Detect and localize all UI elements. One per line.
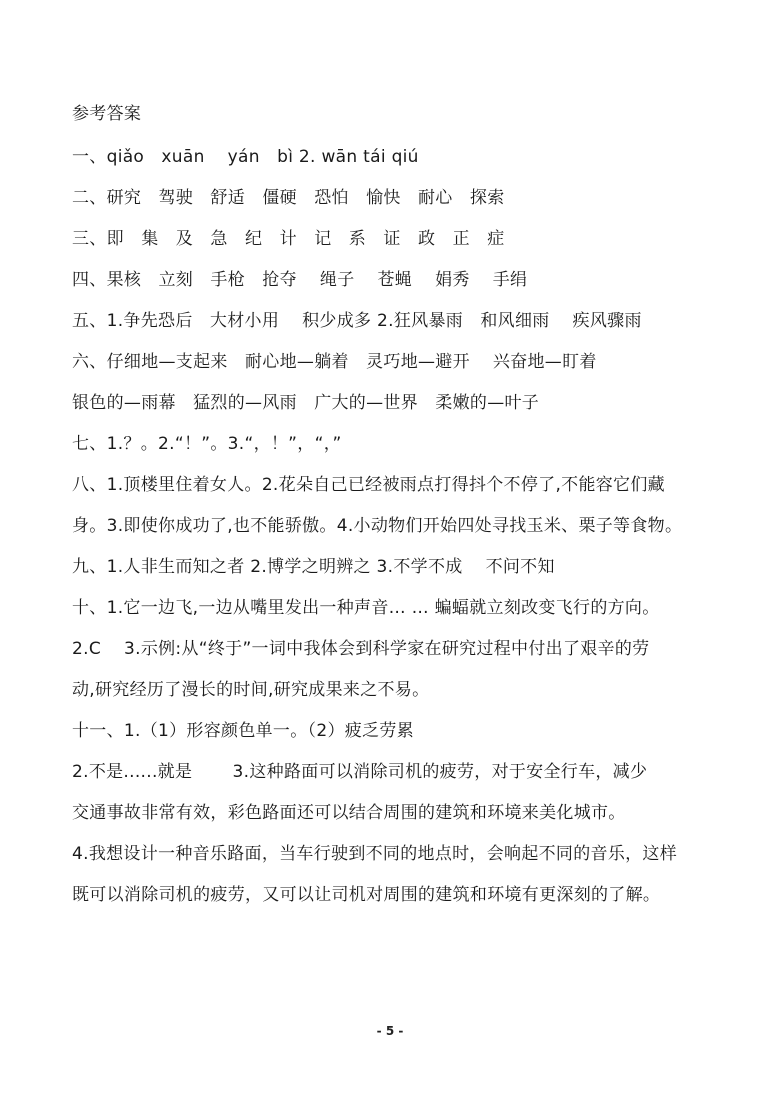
answer-line-4: 四、果核 立刻 手枪 抢夺 绳子 苍蝇 娟秀 手绢: [72, 270, 528, 290]
answer-line-6: 六、仔细地—支起来 耐心地—躺着 灵巧地—避开 兴奋地—盯着: [72, 352, 597, 372]
answer-line-10: 十、1.它一边飞,一边从嘴里发出一种声音… … 蝙蝠就立刻改变飞行的方向。: [72, 598, 660, 618]
answer-line-7: 七、1.？。2.“！”。3.“，！”，“，”: [72, 434, 342, 454]
answer-line-11-part4-continued: 既可以消除司机的疲劳，又可以让司机对周围的建筑和环境有更深刻的了解。: [72, 885, 661, 905]
answer-line-9: 九、1.人非生而知之者 2.博学之明辨之 3.不学不成 不问不知: [72, 557, 555, 577]
answer-line-11: 十一、1.（1）形容颜色单一。（2）疲乏劳累: [72, 721, 414, 741]
answer-line-3: 三、即 集 及 急 纪 计 记 系 证 政 正 症: [72, 229, 505, 249]
answer-line-10-continued: 动,研究经历了漫长的时间,研究成果来之不易。: [72, 680, 430, 700]
answer-line-8-continued: 身。3.即使你成功了,也不能骄傲。4.小动物们开始四处寻找玉米、栗子等食物。: [72, 516, 683, 536]
answer-line-11-part4: 4.我想设计一种音乐路面，当车行驶到不同的地点时，会响起不同的音乐，这样: [72, 844, 678, 864]
answer-line-10-part2: 2.C 3.示例:从“终于”一词中我体会到科学家在研究过程中付出了艰辛的劳: [72, 639, 650, 659]
answer-line-2: 二、研究 驾驶 舒适 僵硬 恐怕 愉快 耐心 探索: [72, 188, 505, 208]
answer-line-1: 一、qiǎo xuān yán bì 2. wān tái qiú: [72, 147, 419, 167]
answer-line-5: 五、1.争先恐后 大材小用 积少成多 2.狂风暴雨 和风细雨 疾风骤雨: [72, 311, 642, 331]
answer-line-6-continued: 银色的—雨幕 猛烈的—风雨 广大的—世界 柔嫩的—叶子: [72, 393, 540, 413]
answer-line-8: 八、1.顶楼里住着女人。2.花朵自己已经被雨点打得抖个不停了,不能容它们藏: [72, 475, 665, 495]
page-number: - 5 -: [376, 1024, 404, 1038]
answer-line-11-part2: 2.不是......就是 3.这种路面可以消除司机的疲劳，对于安全行车，减少: [72, 762, 648, 782]
answer-line-11-continued: 交通事故非常有效，彩色路面还可以结合周围的建筑和环境来美化城市。: [72, 803, 626, 823]
answer-heading: 参考答案: [72, 104, 142, 124]
